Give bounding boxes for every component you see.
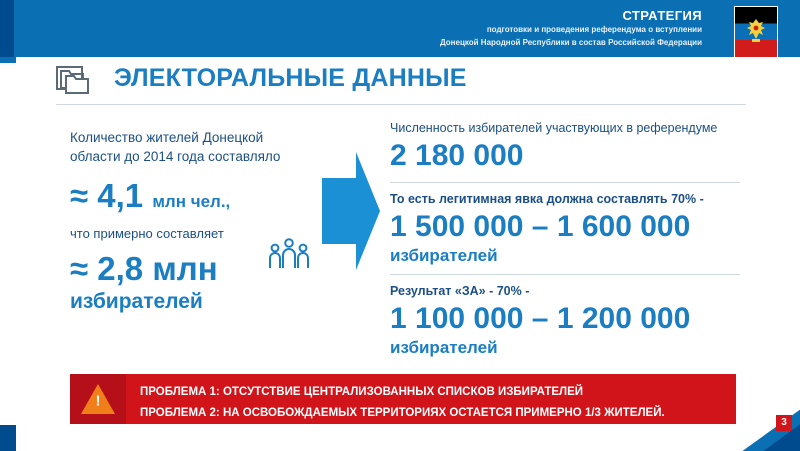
right-block2-sub: избирателей: [390, 246, 498, 265]
header-subtitle-line1: подготовки и проведения референдума о вступлении: [486, 25, 702, 34]
right-block-yes-result: [390, 283, 760, 358]
people-group-icon: [266, 236, 312, 272]
left-intro-line2: области до 2014 года составляло: [70, 149, 281, 164]
right-block3-label: Результат «ЗА» - 70% -: [390, 284, 530, 298]
right-block-legitimate-turnout: [390, 191, 760, 266]
right-block-turnout-total: [390, 120, 760, 174]
title-divider: [56, 104, 746, 105]
problems-banner: [70, 374, 736, 424]
page-title: ЭЛЕКТОРАЛЬНЫЕ ДАННЫЕ: [114, 64, 467, 92]
left-intro-line1: Количество жителей Донецкой: [70, 130, 264, 145]
warning-exclamation-glyph: !: [95, 392, 101, 410]
right-block1-label: Численность избирателей участвующих в референдуме: [390, 121, 718, 135]
problems-text-block: [126, 374, 736, 424]
right-statistics-column: [390, 120, 760, 360]
header-bar: [0, 0, 800, 57]
problem-line-1: ПРОБЛЕМА 1: ОТСУТСТВИЕ ЦЕНТРАЛИЗОВАННЫХ СПИСКОВ ИЗБИРАТЕЛЕЙ: [140, 386, 584, 398]
warning-triangle-icon: [70, 374, 126, 424]
header-edge-accent: [0, 57, 16, 63]
right-block3-value: 1 100 000 – 1 200 000: [390, 302, 691, 335]
right-block2-label: То есть легитимная явка должна составлять 70% -: [390, 192, 704, 206]
left-value-voters: ≈ 2,8 млн: [70, 250, 218, 287]
header-title: СТРАТЕГИЯ: [622, 8, 702, 23]
left-value-population: ≈ 4,1: [70, 177, 144, 214]
footer-left-accent: [0, 425, 16, 451]
right-block1-value: 2 180 000: [390, 139, 524, 172]
right-block3-sub: избирателей: [390, 338, 498, 357]
dnr-coat-of-arms-icon: [734, 6, 778, 58]
right-arrow-icon: [322, 152, 380, 270]
header-text-block: [440, 8, 702, 48]
left-note: что примерно составляет: [70, 226, 224, 241]
left-value-population-unit: млн чел.,: [152, 192, 231, 211]
header-left-stripe: [0, 0, 14, 57]
header-subtitle-line2: Донецкой Народной Республики в состав Российской Федерации: [440, 37, 702, 47]
right-divider-2: [390, 274, 740, 275]
left-value-voters-sub: избирателей: [70, 290, 203, 313]
left-value-population-row: [70, 178, 320, 220]
page-number-badge: 3: [776, 415, 792, 431]
eagle-glyph: [743, 17, 769, 47]
left-statistics-column: [70, 128, 320, 315]
right-block2-value: 1 500 000 – 1 600 000: [390, 210, 691, 243]
slide-title-row: [56, 62, 756, 100]
folder-icon: [56, 62, 92, 96]
problem-line-2: ПРОБЛЕМА 2: НА ОСВОБОЖДАЕМЫХ ТЕРРИТОРИЯХ ОСТАЕТСЯ ПРИМЕРНО 1/3 ЖИТЕЛЕЙ.: [140, 407, 665, 419]
right-divider-1: [390, 182, 740, 183]
